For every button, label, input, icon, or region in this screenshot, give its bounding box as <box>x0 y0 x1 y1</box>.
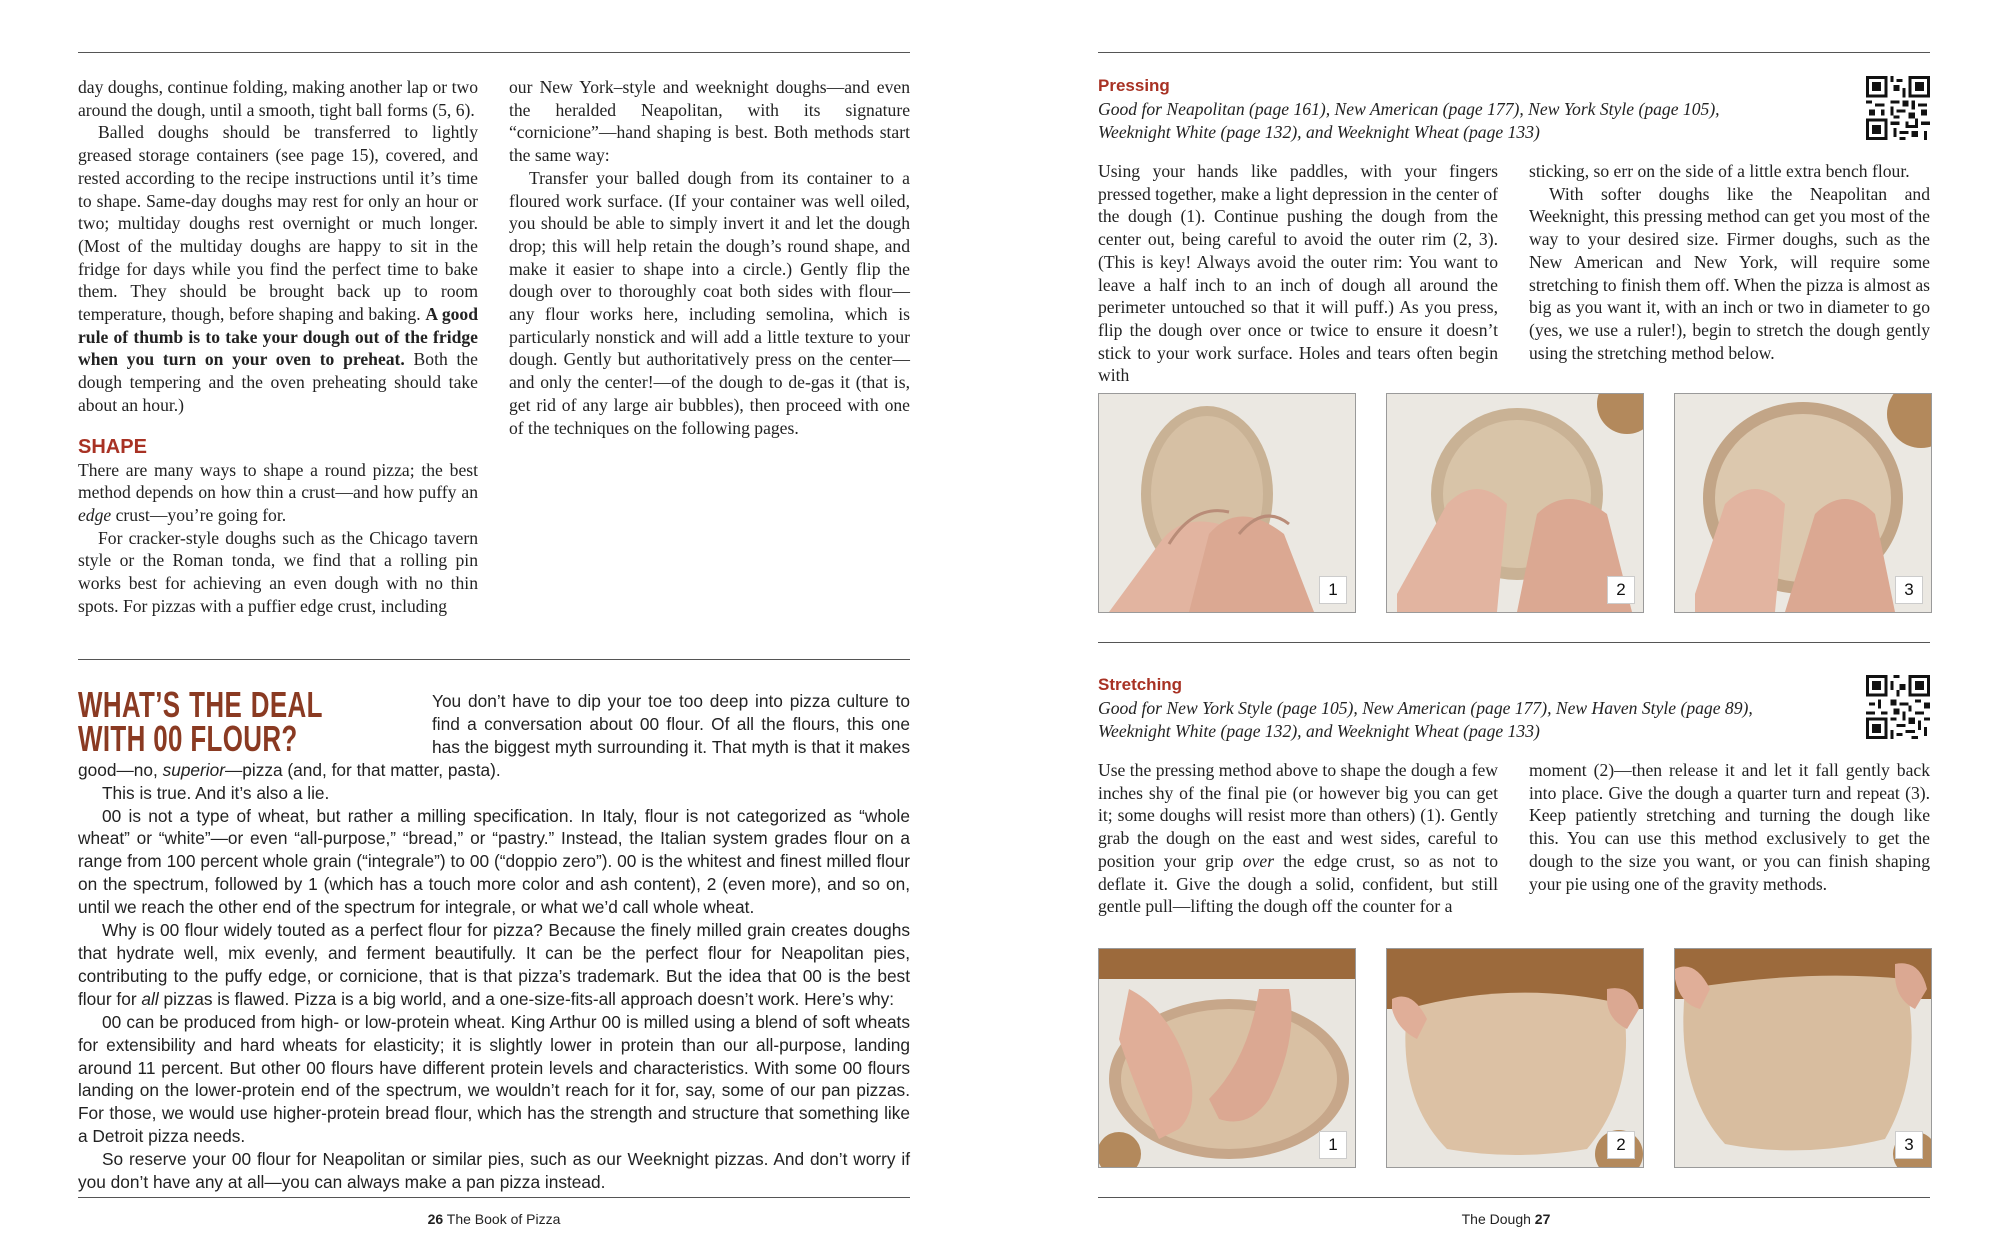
photo-number: 3 <box>1895 576 1923 604</box>
paragraph: For cracker-style doughs such as the Chicago tavern style or the Roman tonda, we find that a rolling pin works best for achieving an even dough with no thin spots. For pizzas with a puffier edge crust, including <box>78 527 478 616</box>
pressing-subtitle: Good for Neapolitan (page 161), New American (page 177), New York Style (page 105), Weeknight White (page 132), and Weeknight Wheat (page 133) <box>1098 99 1720 142</box>
paragraph: This is true. And it’s also a lie. <box>102 782 330 803</box>
photo-number: 1 <box>1319 576 1347 604</box>
footer-right <box>1012 1211 2000 1227</box>
pressing-column-1 <box>1098 160 1498 387</box>
stretching-photo-3 <box>1674 948 1932 1168</box>
pressing-heading: Pressing <box>1098 76 1170 95</box>
stretching-column-1 <box>1098 759 1498 918</box>
footer-rule-right <box>1098 1197 1930 1198</box>
paragraph: With softer doughs like the Neapolitan and Weeknight, this pressing method can get you most of the way to your desired size. Firmer doughs, such as the New American and New York, will require some stretching to finish them off. When the pizza is almost as big as you want it, with an inch or two in diameter to go (yes, we use a ruler!), begin to stretch the dough gently using the stretching method below. <box>1529 183 1930 363</box>
pressing-photo-2 <box>1386 393 1644 613</box>
pressing-photo-3 <box>1674 393 1932 613</box>
left-column-2 <box>509 76 910 439</box>
page-number: 26 <box>427 1211 444 1227</box>
sidebar-top-rule <box>78 659 910 660</box>
paragraph: You don’t have to dip your toe too deep into pizza culture to find a conversation about 00 flour. Of all the flours, this one has the biggest myth surrounding it. That myth is that it makes good—no, superior—pizza (and, for that matter, pasta). <box>78 691 910 780</box>
paragraph: Balled doughs should be transferred to lightly greased storage containers (see page 15), covered, and rested according to the recipe instructions until it’s time to shape. Same-day doughs may rest for only an hour or two; multiday doughs rest overnight or much longer. (Most of the multiday doughs are happy to sit in the fridge for days while you find the perfect time to bake them. They should be brought back up to room temperature, though, before shaping and baking. A good rule of thumb is to take your dough out of the fridge when you turn on your oven to preheat. Both the dough tempering and the oven preheating should take about an hour.) <box>78 122 478 415</box>
photo-number: 2 <box>1607 576 1635 604</box>
stretching-photo-1 <box>1098 948 1356 1168</box>
paragraph: day doughs, continue folding, making another lap or two around the dough, until a smooth, tight ball forms (5, 6). <box>78 77 478 120</box>
paragraph: sticking, so err on the side of a little extra bench flour. <box>1529 161 1910 181</box>
paragraph: our New York–style and weeknight doughs—and even the heralded Neapolitan, with its signature “cornicione”—hand shaping is best. Both methods start the same way: <box>509 77 910 166</box>
footer-left <box>0 1211 988 1227</box>
stretching-photo-2 <box>1386 948 1644 1168</box>
paragraph: 00 can be produced from high- or low-protein wheat. King Arthur 00 is milled using a blend of soft wheats for extensibility and hard wheats for elasticity; it is slightly lower in protein than our all-purpose, landing around 11 percent. But other 00 flours have different protein levels and characteristics. With some 00 flours landing on the lower-protein end of the spectrum, we wouldn’t reach for it for, say, some of our pan pizzas. For those, we would use higher-protein bread flour, which has the strength and structure that something like a Detroit pizza needs. <box>78 1011 910 1147</box>
qr-code-icon[interactable] <box>1866 675 1930 739</box>
paragraph: Why is 00 flour widely touted as a perfect flour for pizza? Because the finely milled grain creates doughs that hydrate well, mix evenly, and ferment beautifully. It can be the perfect flour for Neapolitan pies, contributing to the puffy edge, or cornicione, that is that pizza’s trademark. But the idea that 00 is the best flour for all pizzas is flawed. Pizza is a big world, and a one-size-fits-all approach doesn’t work. Here’s why: <box>78 920 910 1009</box>
paragraph: Use the pressing method above to shape the dough a few inches shy of the final pie (or however big you can get it; some doughs will resist more than others) (1). Gently grab the dough on the east and west sides, careful to position your grip over the edge crust, so as not to deflate it. Give the dough a solid, confident, but still gentle pull—lifting the dough off the counter for a <box>1098 760 1499 917</box>
paragraph: 00 is not a type of wheat, but rather a milling specification. In Italy, flour is not categorized as “whole wheat” or “white”—or even “all-purpose,” “bread,” or “pastry.” Instead, the Italian system grades flour on a range from 100 percent whole grain (“integrale”) to 00 (“doppio zero”). 00 is the whitest and finest milled flour on the spectrum, followed by 1 (which has a touch more color and ash content), 2 (even more), and so on, until we reach the other end of the spectrum for integrale, or what we’d call whole wheat. <box>78 805 910 918</box>
footer-rule-left <box>78 1197 910 1198</box>
stretching-column-2 <box>1529 759 1930 895</box>
flour-sidebar <box>78 684 910 1194</box>
photo-number: 3 <box>1895 1131 1923 1159</box>
paragraph: So reserve your 00 flour for Neapolitan or similar pies, such as our Weeknight pizzas. And don’t worry if you don’t have any at all—you can always make a pan pizza instead. <box>78 1149 910 1193</box>
section-title: The Dough <box>1461 1211 1531 1227</box>
paragraph: moment (2)—then release it and let it fall gently back into place. Give the dough a quarter turn and repeat (3). Keep patiently stretching and turning the dough like this. You can use this method exclusively to get the dough to the size you want, or you can finish shaping your pie using one of the gravity methods. <box>1529 760 1930 894</box>
stretching-subtitle: Good for New York Style (page 105), New American (page 177), New Haven Style (page 89), Weeknight White (page 132), and Weeknight Wheat (page 133) <box>1098 698 1753 741</box>
page-number: 27 <box>1534 1211 1551 1227</box>
photo-number: 2 <box>1607 1131 1635 1159</box>
top-rule-left <box>78 52 910 53</box>
stretching-heading: Stretching <box>1098 675 1183 694</box>
top-rule-right <box>1098 52 1930 53</box>
pressing-photo-1 <box>1098 393 1356 613</box>
shape-heading: SHAPE <box>78 435 147 458</box>
qr-code-icon[interactable] <box>1866 76 1930 140</box>
section-rule <box>1098 642 1930 643</box>
pressing-column-2 <box>1529 160 1930 364</box>
photo-number: 1 <box>1319 1131 1347 1159</box>
left-column-1 <box>78 76 478 617</box>
paragraph: Transfer your balled dough from its container to a floured work surface. (If your container was well oiled, you should be able to simply invert it and let the dough drop; this will help retain the dough’s round shape, and make it easier to shape into a circle.) Gently flip the dough over to thoroughly coat both sides with flour—any flour works here, including semolina, which is particularly nonstick and will add a little texture to your dough. Gently but authoritatively press on the center—and only the center!—of the dough to de-gas it (that is, get rid of any large air bubbles), then proceed with one of the techniques on the following pages. <box>509 167 910 438</box>
sidebar-title: WHAT’S THE DEAL WITH 00 FLOUR? <box>78 684 323 759</box>
book-title: The Book of Pizza <box>446 1211 561 1227</box>
paragraph: There are many ways to shape a round pizza; the best method depends on how thin a crust—and how puffy an edge crust—you’re going for. <box>78 459 478 525</box>
paragraph: Using your hands like paddles, with your fingers pressed together, make a light depression in the center of the dough (1). Continue pushing the dough from the center out, being careful to avoid the outer rim (2, 3). (This is key! Always avoid the outer rim: You want to leave a half inch to an inch of dough all around the perimeter untouched so that it will puff.) As you press, flip the dough over once or twice to ensure it doesn’t stick to your work surface. Holes and tears often begin with <box>1098 161 1498 386</box>
